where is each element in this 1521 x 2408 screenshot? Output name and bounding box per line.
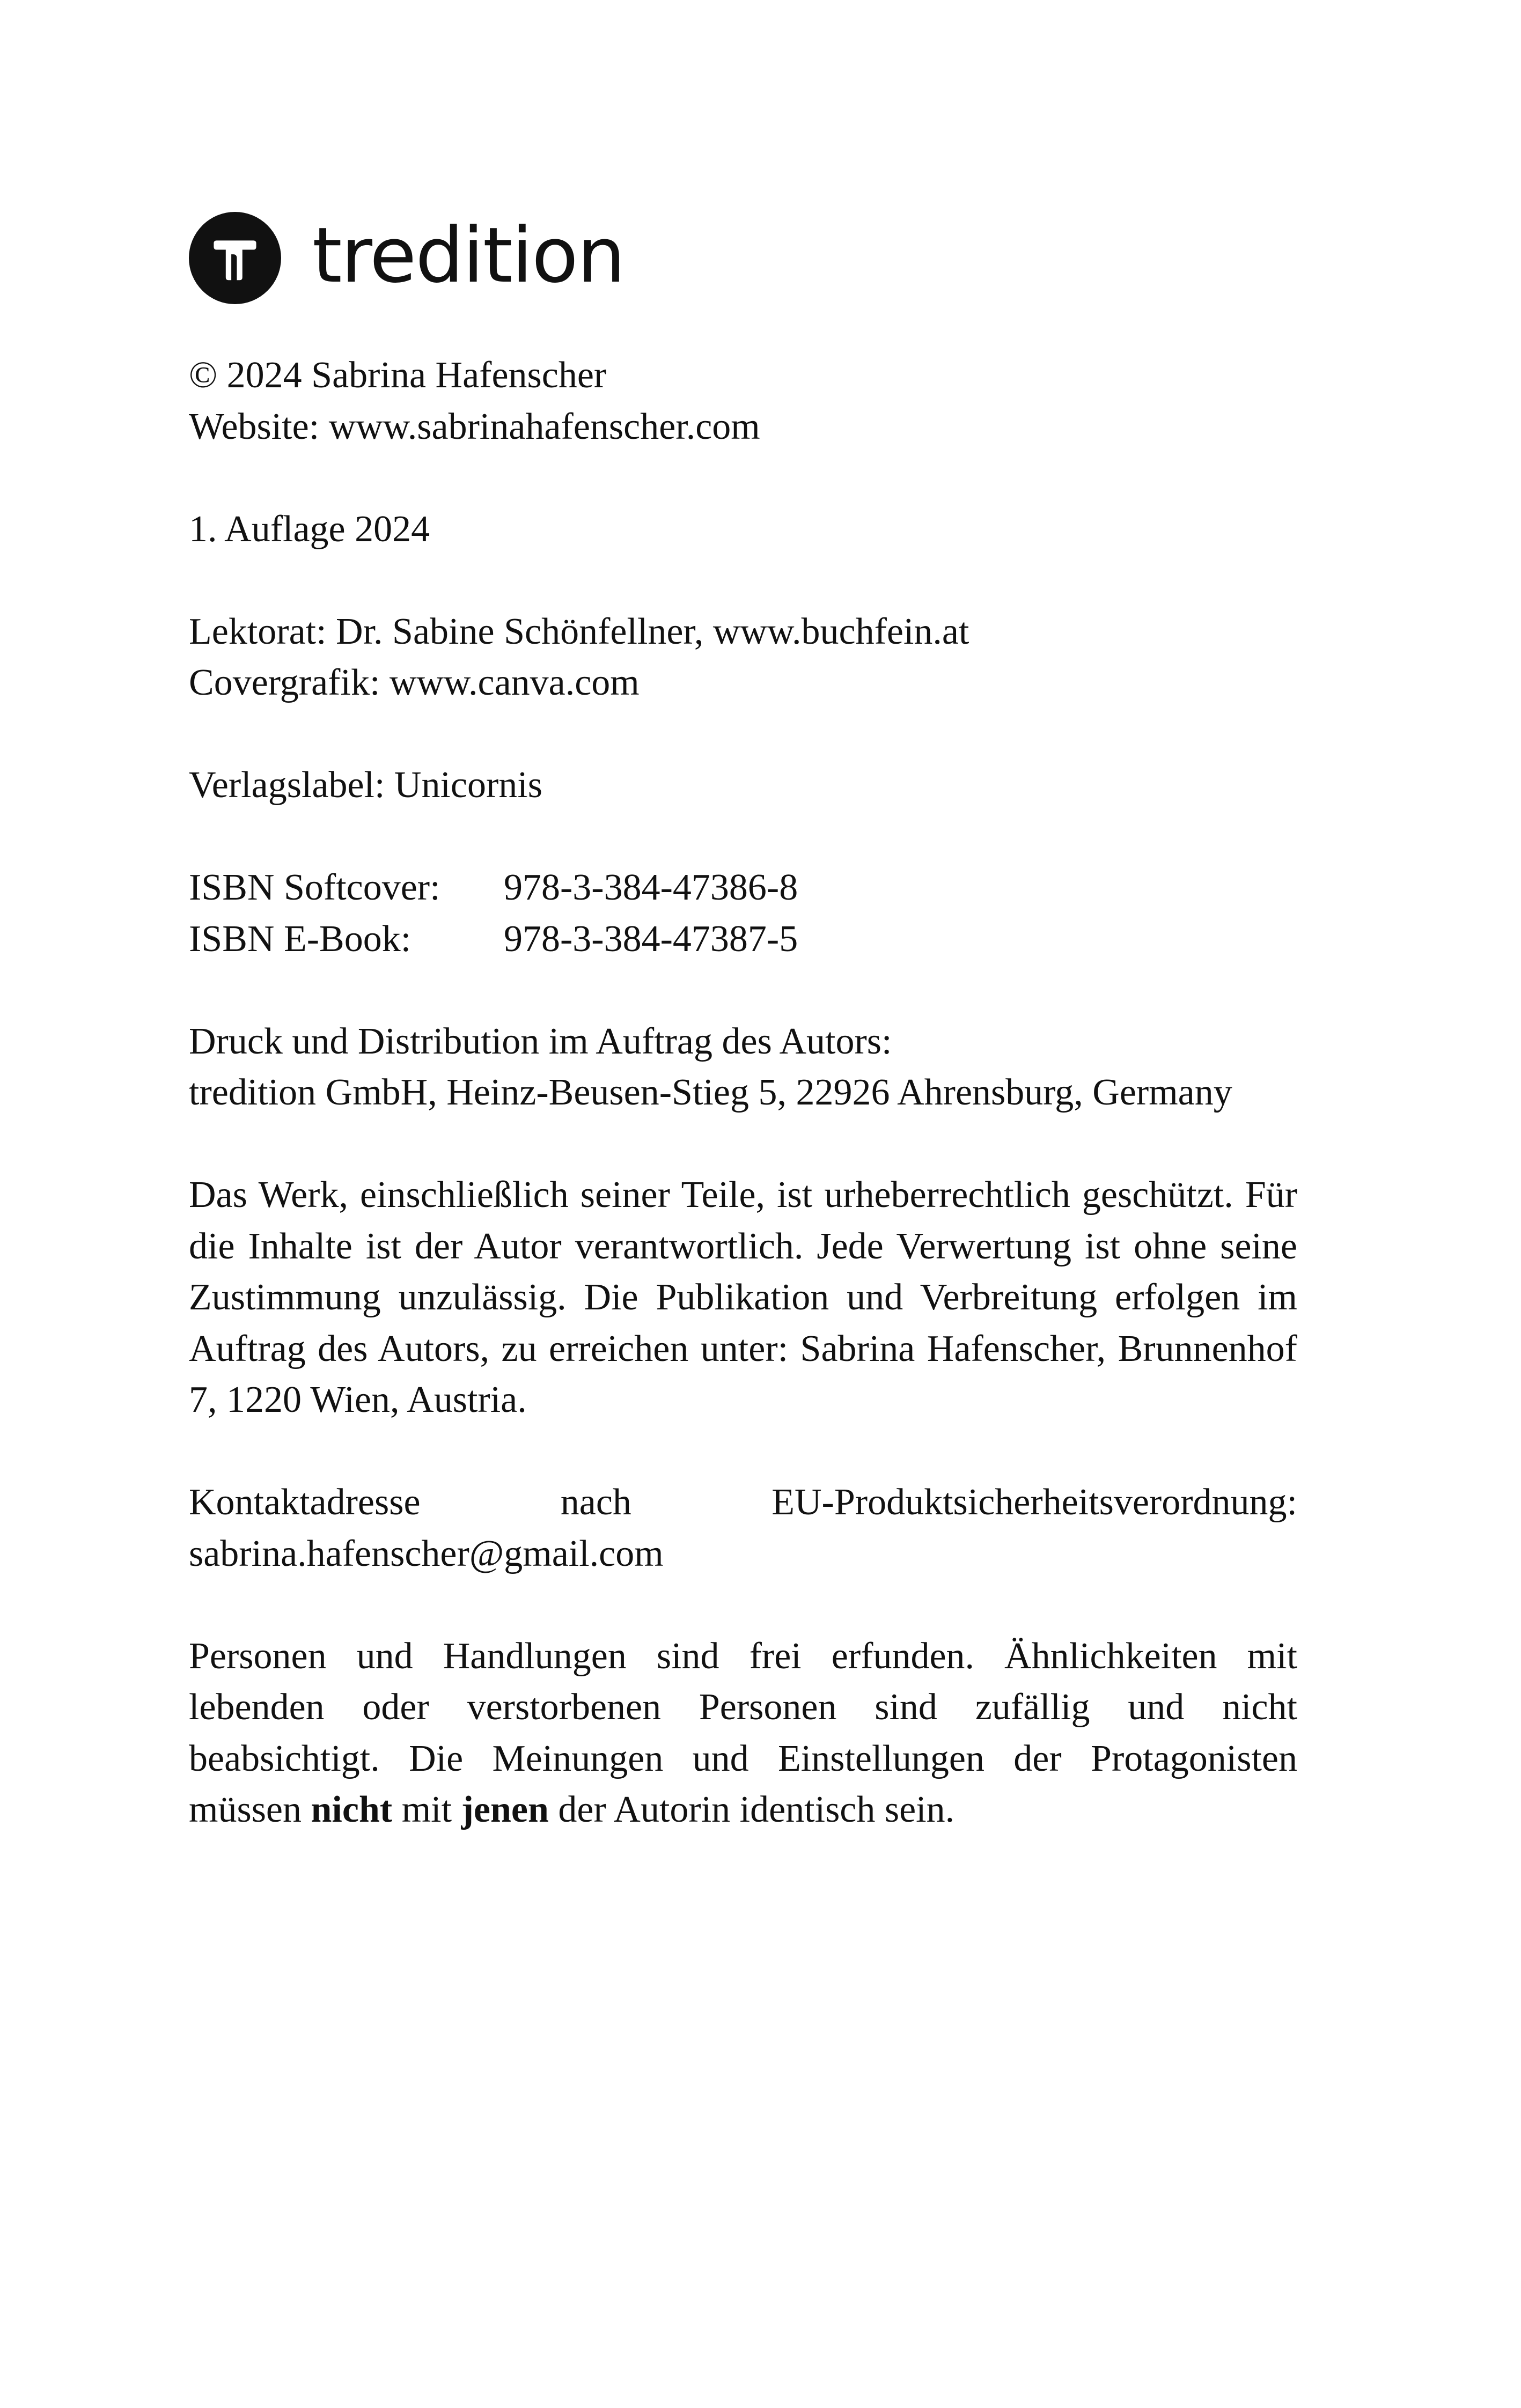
publisher-label: Verlagslabel: Unicornis (189, 764, 542, 806)
isbn-row-softcover (189, 862, 1297, 914)
edition-block (189, 504, 1297, 555)
isbn-label: ISBN E-Book: (189, 918, 412, 960)
isbn-value: 978-3-384-47387-5 (504, 918, 798, 960)
disclaimer-emphasis: jenen (461, 1789, 549, 1830)
isbn-value: 978-3-384-47386-8 (504, 867, 798, 908)
disclaimer-text: mit (392, 1789, 461, 1830)
publisher-logo (189, 212, 1297, 304)
contact-block (189, 1477, 1297, 1579)
disclaimer-emphasis: nicht (311, 1789, 393, 1830)
rights-paragraph: Das Werk, einschließlich seiner Teile, ist urheberrechtlich geschützt. Für die Inhalte ist der Autor verantwortlich. Jede Verwertung ist ohne seine Zustimmung unzulässig. Die Publikation und Verbreitung erfolgen im Auftrag des Autors, zu erreichen unter: Sabrina Hafenscher, Brunnenhof 7, 1220 Wien, Austria. (189, 1174, 1297, 1420)
isbn-row-ebook (189, 914, 1297, 965)
distribution-address: tredition GmbH, Heinz-Beusen-Stieg 5, 22926 Ahrensburg, Germany (189, 1072, 1232, 1113)
contact-email: sabrina.hafenscher@gmail.com (189, 1533, 664, 1574)
disclaimer-text: der Autorin identisch sein. (548, 1789, 955, 1830)
imprint-page (189, 212, 1297, 1887)
website-line: Website: www.sabrinahafenscher.com (189, 406, 760, 447)
cover-credit: Covergrafik: www.canva.com (189, 662, 640, 703)
copyright-line: © 2024 Sabrina Hafenscher (189, 355, 607, 396)
label-block (189, 760, 1297, 811)
publisher-wordmark: tredition (312, 211, 624, 300)
isbn-label: ISBN Softcover: (189, 867, 440, 908)
editing-credit: Lektorat: Dr. Sabine Schönfellner, www.buchfein.at (189, 610, 969, 652)
isbn-block (189, 862, 1297, 964)
copyright-block (189, 350, 1297, 452)
contact-heading: Kontaktadresse nach EU-Produktsicherheitsverordnung: (189, 1482, 1297, 1523)
credits-block (189, 606, 1297, 709)
disclaimer-paragraph (189, 1631, 1297, 1836)
distribution-block (189, 1016, 1297, 1118)
tredition-t-icon (189, 212, 281, 304)
disclaimer-text: Personen und Handlungen sind frei erfunden. Ähnlichkeiten mit lebenden oder verstorbenen Personen sind zufällig und nicht beabsichtigt. Die Meinungen und Einstellungen der Protagonisten müssen (189, 1635, 1297, 1830)
distribution-heading: Druck und Distribution im Auftrag des Autors: (189, 1020, 892, 1062)
edition-line: 1. Auflage 2024 (189, 508, 430, 550)
